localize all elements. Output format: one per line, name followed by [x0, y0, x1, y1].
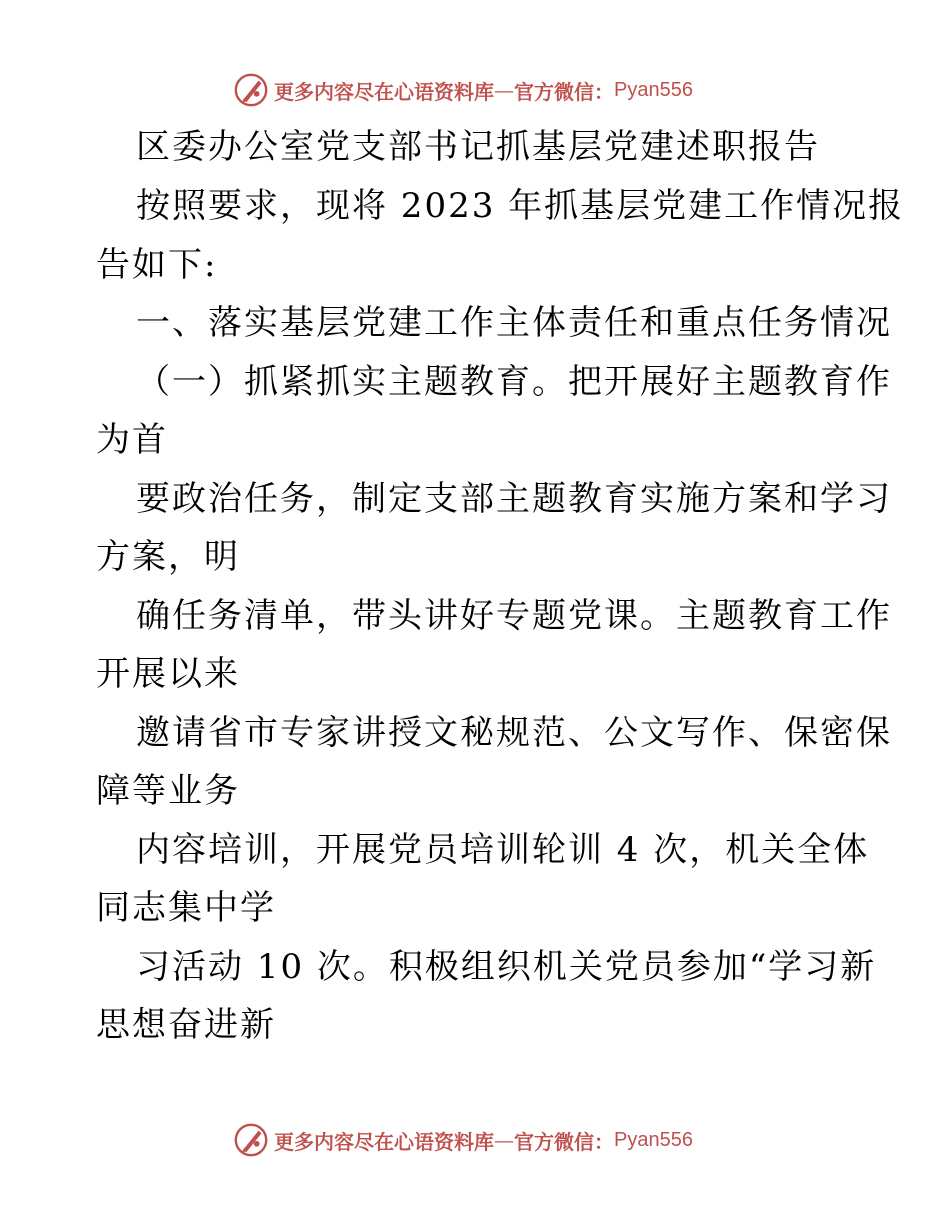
watermark-id: Pyan556 — [614, 78, 693, 101]
section-heading: 一、落实基层党建工作主体责任和重点任务情况 — [136, 303, 892, 343]
text-line: 邀请省市专家讲授文秘规范、公文写作、保密保 — [136, 713, 892, 753]
watermark-id: Pyan556 — [614, 1128, 693, 1151]
document-title: 区委办公室党支部书记抓基层党建述职报告 — [136, 127, 820, 167]
text-line: 开展以来 — [96, 654, 240, 694]
text-line: 确任务清单，带头讲好专题党课。主题教育工作 — [136, 596, 892, 636]
text-line: 要政治任务，制定支部主题教育实施方案和学习 — [136, 479, 892, 519]
text-line: 告如下: — [96, 245, 218, 285]
watermark-contact: 官方微信： — [514, 79, 614, 104]
text-line: 习活动 10 次。积极组织机关党员参加“学习新 — [136, 947, 877, 987]
text-line: 为首 — [96, 420, 168, 460]
watermark-separator: — — [494, 78, 514, 102]
text-line: （一）抓紧抓实主题教育。把开展好主题教育作 — [136, 362, 892, 402]
text-line: 同志集中学 — [96, 888, 276, 928]
watermark-name: 更多内容尽在心语资料库 — [274, 1129, 494, 1154]
text-line: 思想奋进新 — [96, 1005, 276, 1045]
header-watermark — [232, 70, 693, 110]
footer-watermark — [232, 1120, 693, 1160]
pen-seal-icon — [232, 1121, 270, 1159]
text-line: 按照要求，现将 2023 年抓基层党建工作情况报 — [136, 186, 905, 226]
text-line: 障等业务 — [96, 771, 240, 811]
text-line: 方案，明 — [96, 537, 240, 577]
pen-seal-icon — [232, 71, 270, 109]
watermark-contact: 官方微信： — [514, 1129, 614, 1154]
text-line: 内容培训，开展党员培训轮训 4 次，机关全体 — [136, 830, 870, 870]
watermark-name: 更多内容尽在心语资料库 — [274, 79, 494, 104]
watermark-separator: — — [494, 1128, 514, 1152]
